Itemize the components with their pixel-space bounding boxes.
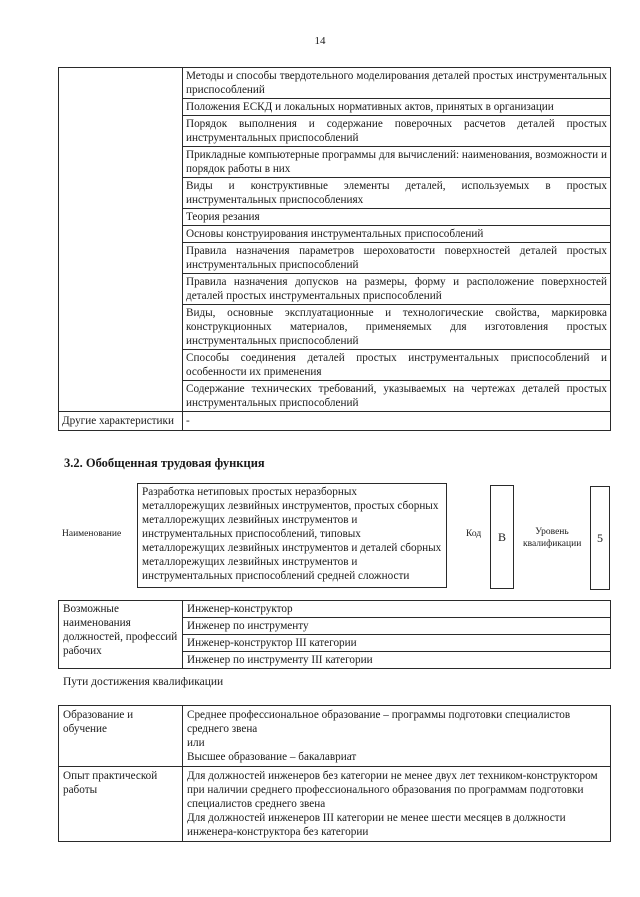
- experience-label: Опыт практической работы: [59, 767, 183, 842]
- code-value-box: В: [490, 485, 514, 589]
- job-title: Инженер-конструктор III категории: [183, 635, 610, 652]
- job-titles-label: Возможные наименования должностей, профессий рабочих: [59, 601, 183, 669]
- table-row: [59, 706, 611, 767]
- qualification-level-label: Уровень квалификации: [523, 527, 582, 549]
- label-cell-empty: [59, 68, 183, 412]
- requirement-item: Правила назначения допусков на размеры, форму и расположение поверхностей деталей простых инструментальных приспособлений: [183, 274, 611, 305]
- requirement-item: Порядок выполнения и содержание поверочных расчетов деталей простых инструментальных приспособлений: [183, 116, 611, 147]
- text-line: Для должностей инженеров без категории не менее двух лет техником-конструктором при наличии среднего профессионального образования по программам подготовки специалистов среднего звена: [187, 770, 598, 810]
- qualification-level-box: 5: [590, 486, 610, 590]
- page-number: 14: [314, 35, 326, 47]
- knowledge-requirements-table: [58, 67, 611, 431]
- text-line: или: [187, 737, 205, 749]
- requirement-item: Методы и способы твердотельного моделирования деталей простых инструментальных приспособлений: [183, 68, 611, 99]
- requirement-item: Содержание технических требований, указываемых на чертежах деталей простых инструментальных приспособлений: [183, 381, 611, 412]
- requirement-item: Положения ЕСКД и локальных нормативных актов, принятых в организации: [183, 99, 611, 116]
- other-characteristics-label: Другие характеристики: [59, 412, 183, 431]
- job-title: Инженер по инструменту: [183, 618, 610, 635]
- code-label: Код: [466, 529, 482, 539]
- education-value: [183, 706, 611, 767]
- requirement-item: Прикладные компьютерные программы для вычислений: наименования, возможности и порядок работы в них: [183, 147, 611, 178]
- job-title: Инженер-конструктор: [183, 601, 610, 618]
- qualification-paths-table: [58, 705, 611, 842]
- section-title: 3.2. Обобщенная трудовая функция: [64, 456, 265, 470]
- table-row: [59, 412, 611, 431]
- other-characteristics-value: -: [183, 412, 611, 431]
- text-line: Для должностей инженеров III категории не менее шести месяцев в должности инженера-конструктора без категории: [187, 812, 566, 838]
- job-titles-list: [183, 601, 611, 669]
- requirement-item: Правила назначения параметров шероховатости поверхностей деталей простых инструментальных приспособлений: [183, 243, 611, 274]
- name-label: Наименование: [62, 529, 122, 539]
- table-row: [59, 601, 611, 669]
- requirement-item: Способы соединения деталей простых инструментальных приспособлений и особенности их применения: [183, 350, 611, 381]
- table-row: [59, 68, 611, 99]
- experience-value: [183, 767, 611, 842]
- requirement-item: Теория резания: [183, 209, 611, 226]
- table-row: [59, 767, 611, 842]
- qualification-paths-title: Пути достижения квалификации: [63, 676, 224, 688]
- requirement-item: Основы конструирования инструментальных приспособлений: [183, 226, 611, 243]
- requirement-item: Виды и конструктивные элементы деталей, используемых в простых инструментальных приспособлениях: [183, 178, 611, 209]
- text-line: Среднее профессиональное образование – программы подготовки специалистов среднего звена: [187, 709, 571, 735]
- text-line: Высшее образование – бакалавриат: [187, 751, 357, 763]
- job-title: Инженер по инструменту III категории: [187, 654, 373, 666]
- function-name-box: Разработка нетиповых простых неразборных металлорежущих лезвийных инструментов, простых сборных металлорежущих лезвийных инструментов и инструментальных приспособлений, типовых металлорежущих лезвийных инструментов и деталей сборных металлорежущих лезвийных инструментов и инструментальных приспособлений средней сложности: [137, 483, 447, 588]
- job-titles-table: [58, 600, 611, 669]
- education-label: Образование и обучение: [59, 706, 183, 767]
- requirement-item: Виды, основные эксплуатационные и технологические свойства, маркировка конструкционных материалов, применяемых для изготовления простых инструментальных приспособлений: [183, 305, 611, 350]
